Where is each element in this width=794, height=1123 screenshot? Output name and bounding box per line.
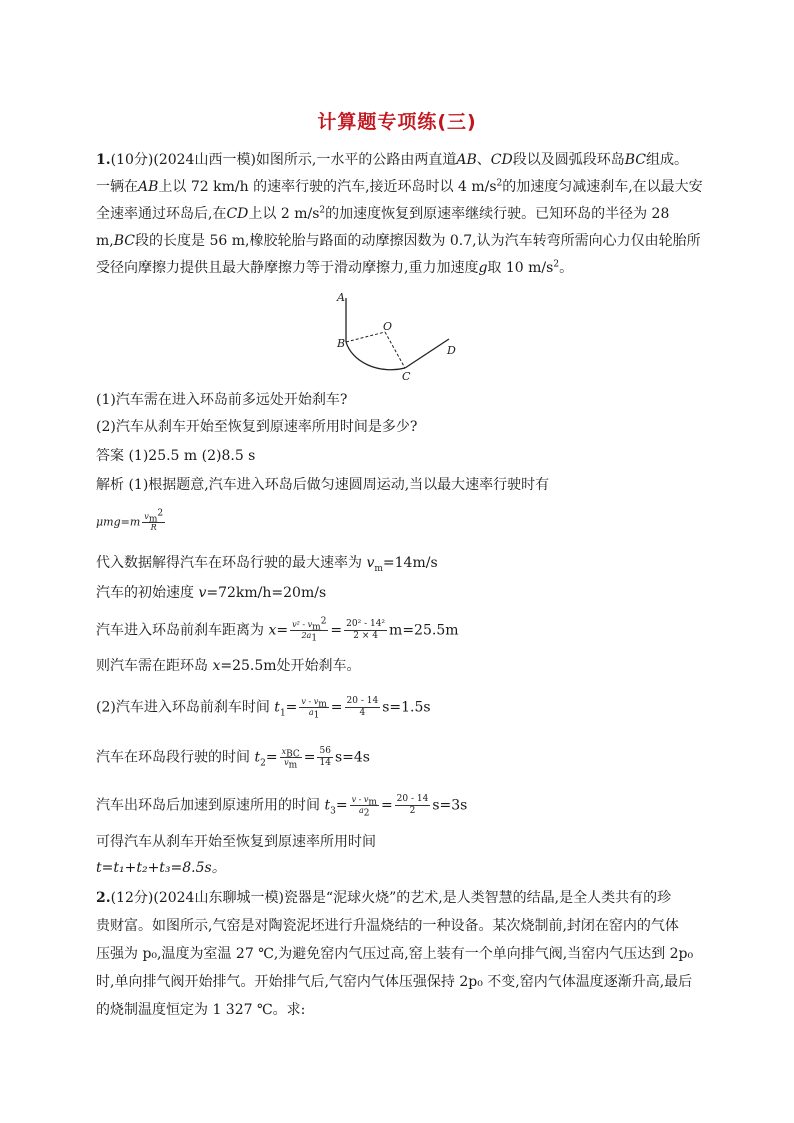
q1-total-text: 可得汽车从刹车开始至恢复到原速率所用时间 xyxy=(96,834,376,850)
eq-brake-distance: 汽车进入环岛前刹车距离为 x= $\frac{v^2 - v_m^2}{2a_1}$ = $\frac{\text{20² - 14²}}{2 \times 4}$ m=25.5m xyxy=(96,616,459,644)
q1-line-3: 全速率通过环岛后,在CD上以 2 $m/s^2$的加速度恢复到原速率继续行驶。已知环岛的半径为 28 xyxy=(96,205,670,222)
eq-t2: 汽车在环岛段行驶的时间 $t_2=$ $\frac{x_{BC}}{v_m}$ = $\frac{56}{14}$ s=4s xyxy=(96,746,370,771)
arc-bc xyxy=(346,342,405,370)
q1-line-4: m,BC段的长度是 56 m,橡胶轮胎与路面的动摩擦因数为 0.7,认为汽车转弯所需向心力仅由轮胎所 xyxy=(96,233,701,249)
eq-brake-point: 则汽车需在距环岛 x=25.5m处开始刹车。 xyxy=(96,658,361,674)
q2-line-5: 的烧制温度恒定为 1 327 ℃。求: xyxy=(96,1002,306,1018)
label-a: A xyxy=(337,291,345,304)
q1-analysis-intro: 解析 (1)根据题意,汽车进入环岛后做匀速圆周运动,当以最大速率行驶时有 xyxy=(96,477,550,493)
eq-t3: 汽车出环岛后加速到原速所用的时间 $t_3=$ $\frac{v - v_m}{a_2}$ = $\frac{20 - 14}{2}$ s=3s xyxy=(96,794,468,819)
label-c: C xyxy=(402,370,411,380)
eq-initial-speed: 汽车的初始速度 v=72km/h=20m/s xyxy=(96,585,327,601)
q2-line-4: 时,单向排气阀开始排气。开始排气后,气窑内气体压强保持 2p₀ 不变,窑内气体温度逐渐升高,最后 xyxy=(96,974,693,990)
q2-line-3: 压强为 p₀,温度为室温 27 ℃,为避免窑内气压过高,窑上装有一个单向排气阀,当窑内气压达到 2p₀ xyxy=(96,946,694,962)
label-b: B xyxy=(337,337,346,350)
eq-friction: μmg=m $\frac{v_m^2}{R}$ xyxy=(96,508,164,532)
straight-road-cd xyxy=(405,339,449,368)
eq-t1: (2)汽车进入环岛前刹车时间 $t_1=$ $\frac{v - v_m}{a_1}$ = $\frac{20 - 14}{4}$ s=1.5s xyxy=(96,696,431,721)
q2-line-2: 贵财富。如图所示,气窑是对陶瓷泥坯进行升温烧结的一种设备。某次烧制前,封闭在窑内的气体 xyxy=(96,918,679,934)
eq-total-time: t=t₁+t₂+t₃=8.5s。 xyxy=(96,860,226,876)
label-o: O xyxy=(383,320,393,333)
q2-line-1: 2.(12分)(2024山东聊城一模)瓷器是“泥球火烧”的艺术,是人类智慧的结晶,是全人类共有的珍 xyxy=(96,890,672,906)
q1-answer: 答案 (1)25.5 m (2)8.5 s xyxy=(96,448,256,464)
label-d: D xyxy=(447,344,456,357)
q1-line-5: 受径向摩擦力提供且最大静摩擦力等于滑动摩擦力,重力加速度g取 10 $m/s^2$。 xyxy=(96,259,574,276)
eq-max-speed: 代入数据解得汽车在环岛行驶的最大速率为 $v_m=14m/s$ xyxy=(96,555,438,574)
q1-line-2: 一辆在AB上以 72 km/h 的速率行驶的汽车,接近环岛时以 4 $m/s^2$的加速度匀减速刹车,在以最大安 xyxy=(96,178,703,195)
page-title: 计算题专项练(三) xyxy=(317,111,477,133)
q1-subquestion-1: (1)汽车需在进入环岛前多远处开始刹车? xyxy=(96,392,348,408)
roundabout-diagram xyxy=(325,288,475,380)
q2-number: 2. xyxy=(96,890,111,906)
q1-number: 1. xyxy=(96,152,111,168)
q1-subquestion-2: (2)汽车从刹车开始至恢复到原速率所用时间是多少? xyxy=(96,419,418,435)
radius-ob xyxy=(346,332,385,342)
radius-oc xyxy=(385,332,405,368)
q1-line-1: 1.(10分)(2024山西一模)如图所示,一水平的公路由两直道AB、CD段以及圆弧段环岛BC组成。 xyxy=(96,152,688,168)
